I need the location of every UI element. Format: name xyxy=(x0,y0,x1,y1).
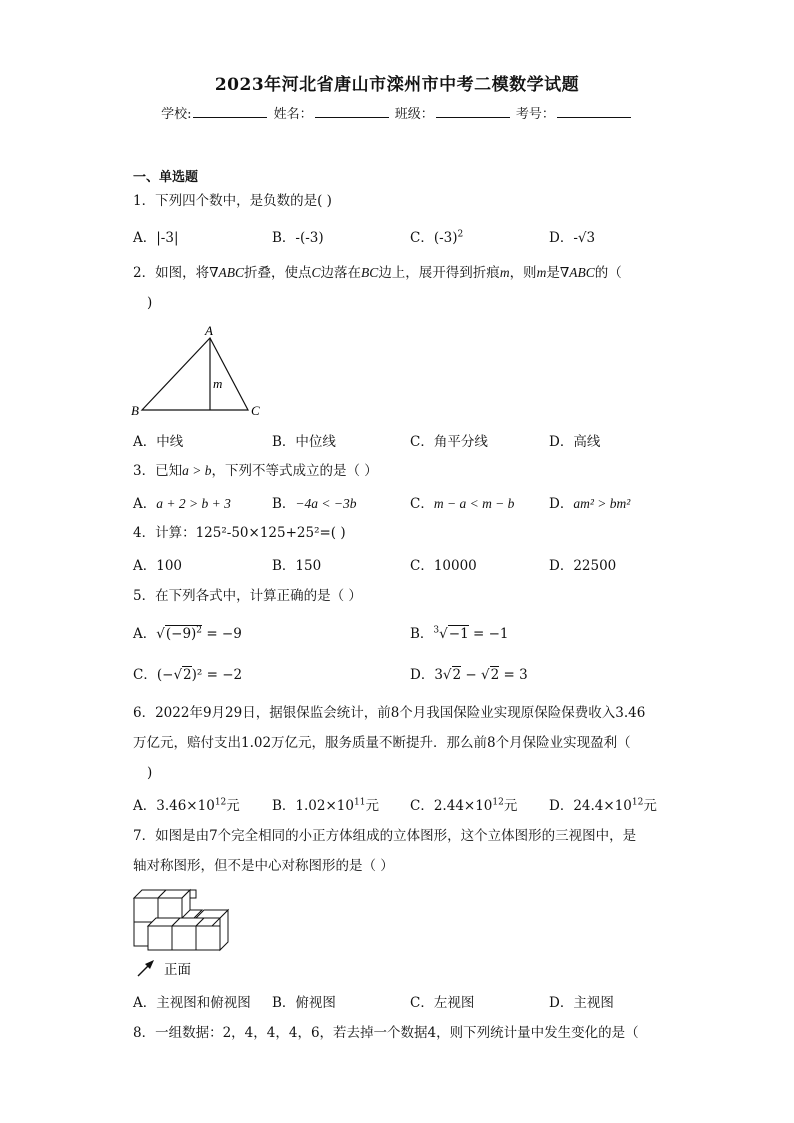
question-2-stem: 2．如图，将∇ABC折叠，使点C边落在BC边上，展开得到折痕m，则m是∇ABC的（ xyxy=(133,265,622,281)
question-3-stem: 3．已知a > b，下列不等式成立的是（ ） xyxy=(133,463,378,479)
name-blank[interactable] xyxy=(315,105,389,118)
label-m: m xyxy=(213,376,223,391)
question-7-line2: 轴对称图形，但不是中心对称图形的是（ ） xyxy=(133,858,394,874)
page-title: 2023年河北省唐山市滦州市中考二模数学试题 xyxy=(214,75,580,95)
q3-option-d: D．am² > bm² xyxy=(549,496,631,512)
q2-triangle-figure xyxy=(128,322,268,420)
question-8-stem: 8．一组数据：2，4，4，4，6，若去掉一个数据4，则下列统计量中发生变化的是（ xyxy=(133,1025,639,1041)
q1-option-d: D．-√3 xyxy=(549,230,596,246)
q5-option-d: D．3√2 − √2 = 3 xyxy=(410,667,528,683)
question-6-line2: 万亿元，赔付支出1.02万亿元，服务质量不断提升．那么前8个月保险业实现盈利（ xyxy=(133,735,631,751)
student-info-line xyxy=(0,103,794,122)
q5-option-b: B．$^3$√−1 = −1 xyxy=(410,625,509,642)
class-blank[interactable] xyxy=(436,105,510,118)
q4-option-a: A．100 xyxy=(133,558,183,574)
q3-option-a: A．a + 2 > b + 3 xyxy=(133,496,231,512)
q7-option-b: B．俯视图 xyxy=(272,995,336,1011)
question-5-stem: 5．在下列各式中，计算正确的是（ ） xyxy=(133,588,362,604)
cube-front-face xyxy=(196,926,220,950)
q7-option-c: C．左视图 xyxy=(410,995,475,1011)
triangle-abc xyxy=(142,338,248,410)
q2-option-d: D．高线 xyxy=(549,434,601,450)
number-blank[interactable] xyxy=(557,105,631,118)
cube-front-face xyxy=(134,898,158,922)
q2-option-b: B．中位线 xyxy=(272,434,336,450)
question-7-line1: 7．如图是由7个完全相同的小正方体组成的立体图形，这个立体图形的三视图中，是 xyxy=(133,828,637,844)
question-1-stem: 1．下列四个数中，是负数的是( ) xyxy=(133,193,332,209)
q7-option-d: D．主视图 xyxy=(549,995,614,1011)
question-4-stem: 4．计算：125²-50×125+25²=( ) xyxy=(133,525,346,541)
cube-front-face xyxy=(148,926,172,950)
question-2-cont: ) xyxy=(147,295,153,311)
front-label: 正面 xyxy=(164,962,191,978)
q7-option-a: A．主视图和俯视图 xyxy=(133,995,251,1011)
q1-option-c: C．$(-3)^2$ xyxy=(410,229,464,246)
q3-option-c: C．m − a < m − b xyxy=(410,496,515,512)
q1-option-b: B．-(-3) xyxy=(272,230,324,246)
q1-option-a: A．|-3| xyxy=(133,230,179,246)
class-label: 班级： xyxy=(394,107,434,122)
q7-cubes-figure xyxy=(128,884,238,980)
q4-option-c: C．10000 xyxy=(410,558,477,574)
q6-option-c: C．$2.44\times 10^{12}$元 xyxy=(410,797,518,814)
q3-option-b: B．−4a < −3b xyxy=(272,496,357,512)
q5-option-c: C．(−√2)² = −2 xyxy=(133,667,243,683)
cube-front-face xyxy=(172,926,196,950)
q2-option-a: A．中线 xyxy=(133,434,184,450)
q2-option-c: C．角平分线 xyxy=(410,434,488,450)
name-label: 姓名： xyxy=(273,107,313,122)
q6-option-d: D．$24.4\times 10^{12}$元 xyxy=(549,797,657,814)
label-a: A xyxy=(205,323,213,338)
q6-option-a: A．$3.46\times 10^{12}$元 xyxy=(133,797,240,814)
q6-option-b: B．$1.02\times 10^{11}$元 xyxy=(272,797,379,814)
school-blank[interactable] xyxy=(193,105,267,118)
label-b: B xyxy=(131,403,139,418)
q5-option-a: A．$√(-9)^2 = -9$ xyxy=(133,625,242,642)
label-c: C xyxy=(251,403,260,418)
school-label: 学校: xyxy=(161,107,192,122)
question-6-line3: ) xyxy=(147,765,153,781)
section-heading: 一、单选题 xyxy=(133,170,199,185)
q4-option-d: D．22500 xyxy=(549,558,617,574)
question-6-line1: 6．2022年9月29日，据银保监会统计，前8个月我国保险业实现原保险保费收入3.46 xyxy=(133,705,646,721)
number-label: 考号： xyxy=(515,107,555,122)
q4-option-b: B．150 xyxy=(272,558,322,574)
